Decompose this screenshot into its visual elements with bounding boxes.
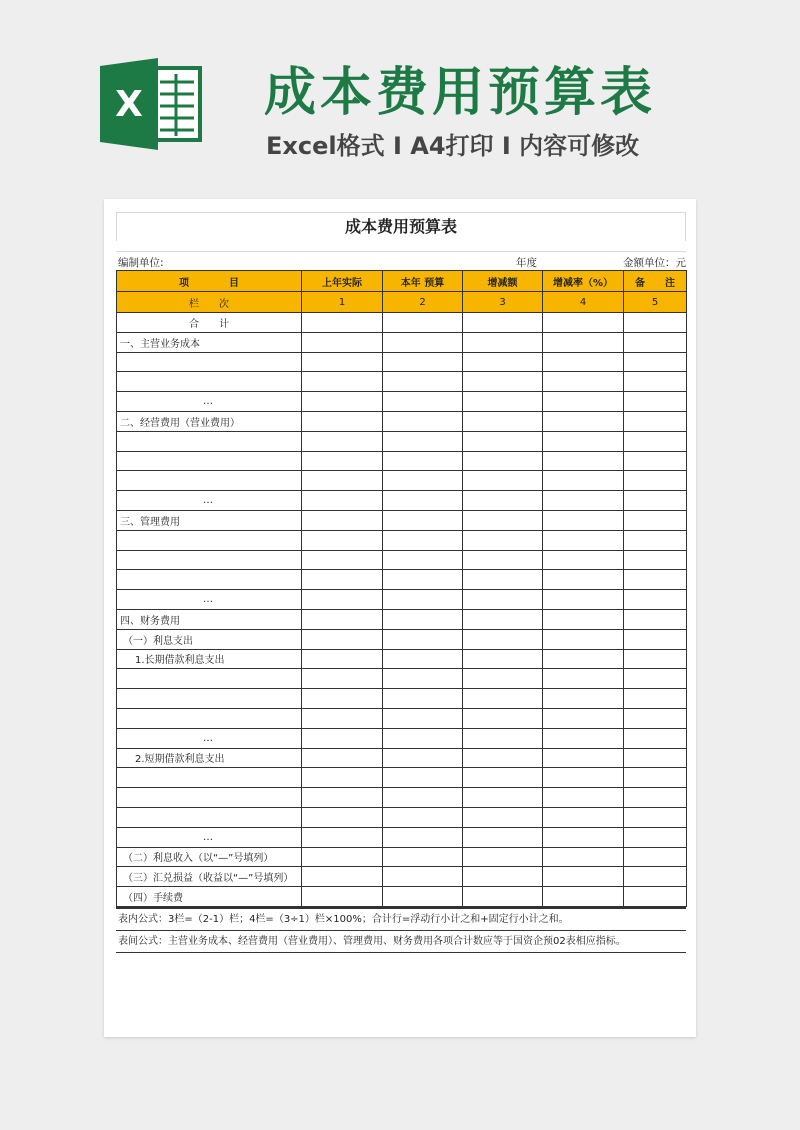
value-cell[interactable] [543, 708, 624, 728]
unit-label: 编制单位: [118, 257, 164, 269]
value-cell[interactable] [624, 411, 687, 431]
table-row [117, 491, 687, 511]
table-row [117, 827, 687, 847]
table-row [117, 788, 687, 808]
table-row [117, 313, 687, 333]
value-cell[interactable] [624, 669, 687, 689]
value-cell[interactable] [302, 689, 383, 709]
value-cell[interactable] [463, 807, 543, 827]
value-cell[interactable] [463, 372, 543, 392]
row-label-cell[interactable]: … [117, 392, 302, 412]
row-label-cell[interactable] [117, 689, 302, 709]
column-header: 备 注 [624, 271, 687, 292]
table-row [117, 689, 687, 709]
value-cell[interactable] [302, 669, 383, 689]
value-cell[interactable] [463, 728, 543, 748]
value-cell[interactable] [383, 728, 463, 748]
value-cell[interactable] [302, 411, 383, 431]
value-cell[interactable] [383, 807, 463, 827]
table-row [117, 708, 687, 728]
value-cell[interactable] [383, 352, 463, 372]
value-cell[interactable] [624, 788, 687, 808]
value-cell[interactable] [463, 689, 543, 709]
table-row [117, 768, 687, 788]
value-cell[interactable] [543, 768, 624, 788]
value-cell[interactable] [383, 768, 463, 788]
value-cell[interactable] [383, 530, 463, 550]
row-label-cell[interactable]: … [117, 590, 302, 610]
column-header: 增减率（%） [543, 271, 624, 292]
value-cell[interactable] [383, 471, 463, 491]
value-cell[interactable] [624, 352, 687, 372]
value-cell[interactable] [463, 847, 543, 867]
value-cell[interactable] [624, 649, 687, 669]
value-cell[interactable] [383, 788, 463, 808]
value-cell[interactable] [463, 332, 543, 352]
column-number-row [117, 292, 687, 313]
year-label: 年度 [516, 257, 537, 269]
value-cell[interactable] [543, 728, 624, 748]
value-cell[interactable] [463, 629, 543, 649]
value-cell[interactable] [463, 590, 543, 610]
value-cell[interactable] [302, 867, 383, 887]
value-cell[interactable] [463, 530, 543, 550]
table-row [117, 669, 687, 689]
table-row [117, 530, 687, 550]
value-cell[interactable] [463, 867, 543, 887]
table-row [117, 807, 687, 827]
value-cell[interactable] [543, 748, 624, 768]
value-cell[interactable] [624, 570, 687, 590]
table-row [117, 451, 687, 471]
row-label-cell[interactable]: … [117, 827, 302, 847]
value-cell[interactable] [543, 411, 624, 431]
value-cell[interactable] [383, 867, 463, 887]
value-cell[interactable] [302, 471, 383, 491]
value-cell[interactable] [463, 827, 543, 847]
row-label-cell[interactable]: … [117, 728, 302, 748]
value-cell[interactable] [543, 510, 624, 530]
row-label-cell[interactable]: （二）利息收入（以“—”号填列） [117, 847, 302, 867]
value-cell[interactable] [543, 788, 624, 808]
table-row [117, 372, 687, 392]
budget-table [116, 270, 687, 907]
value-cell[interactable] [383, 550, 463, 570]
value-cell[interactable] [383, 629, 463, 649]
value-cell[interactable] [302, 629, 383, 649]
value-cell[interactable] [302, 748, 383, 768]
row-label-cell[interactable]: （三）汇兑损益（收益以“—”号填列） [117, 867, 302, 887]
value-cell[interactable] [463, 510, 543, 530]
row-label-cell[interactable]: 合 计 [117, 313, 302, 333]
value-cell[interactable] [302, 887, 383, 907]
value-cell[interactable] [624, 451, 687, 471]
spreadsheet-grid [116, 212, 686, 953]
table-row [117, 649, 687, 669]
row-label-cell[interactable] [117, 550, 302, 570]
table-row [117, 352, 687, 372]
value-cell[interactable] [624, 491, 687, 511]
value-cell[interactable] [383, 649, 463, 669]
row-label-cell[interactable] [117, 768, 302, 788]
spreadsheet-page [104, 199, 696, 1037]
value-cell[interactable] [624, 530, 687, 550]
row-label-cell[interactable]: 一、主营业务成本 [117, 332, 302, 352]
value-cell[interactable] [463, 431, 543, 451]
value-cell[interactable] [543, 491, 624, 511]
value-cell[interactable] [543, 847, 624, 867]
value-cell[interactable] [302, 708, 383, 728]
row-label-cell[interactable] [117, 471, 302, 491]
value-cell[interactable] [383, 372, 463, 392]
value-cell[interactable] [543, 609, 624, 629]
column-number: 3 [463, 292, 543, 313]
row-label-cell[interactable]: 四、财务费用 [117, 609, 302, 629]
value-cell[interactable] [543, 570, 624, 590]
value-cell[interactable] [383, 689, 463, 709]
table-row [117, 728, 687, 748]
column-number: 5 [624, 292, 687, 313]
value-cell[interactable] [463, 411, 543, 431]
value-cell[interactable] [543, 451, 624, 471]
value-cell[interactable] [463, 471, 543, 491]
row-label-cell[interactable]: 二、经营费用（营业费用） [117, 411, 302, 431]
value-cell[interactable] [302, 807, 383, 827]
row-label-cell[interactable]: （一）利息支出 [117, 629, 302, 649]
table-row [117, 431, 687, 451]
value-cell[interactable] [543, 471, 624, 491]
value-cell[interactable] [383, 510, 463, 530]
notes [116, 907, 686, 953]
value-cell[interactable] [302, 728, 383, 748]
value-cell[interactable] [543, 332, 624, 352]
table-row [117, 392, 687, 412]
value-cell[interactable] [383, 491, 463, 511]
row-label-cell[interactable] [117, 807, 302, 827]
value-cell[interactable] [624, 867, 687, 887]
value-cell[interactable] [543, 530, 624, 550]
value-cell[interactable] [302, 609, 383, 629]
value-cell[interactable] [383, 313, 463, 333]
value-cell[interactable] [543, 827, 624, 847]
value-cell[interactable] [624, 332, 687, 352]
value-cell[interactable] [543, 392, 624, 412]
value-cell[interactable] [543, 649, 624, 669]
value-cell[interactable] [624, 590, 687, 610]
row-label-cell[interactable]: … [117, 491, 302, 511]
value-cell[interactable] [463, 708, 543, 728]
column-number: 2 [383, 292, 463, 313]
value-cell[interactable] [463, 748, 543, 768]
value-cell[interactable] [543, 689, 624, 709]
table-row [117, 590, 687, 610]
value-cell[interactable] [624, 768, 687, 788]
table-row [117, 609, 687, 629]
value-cell[interactable] [302, 332, 383, 352]
table-row [117, 332, 687, 352]
value-cell[interactable] [543, 807, 624, 827]
value-cell[interactable] [543, 669, 624, 689]
value-cell[interactable] [543, 629, 624, 649]
row-label-cell[interactable]: 1.长期借款利息支出 [117, 649, 302, 669]
value-cell[interactable] [624, 372, 687, 392]
value-cell[interactable] [302, 431, 383, 451]
value-cell[interactable] [624, 392, 687, 412]
info-row [116, 251, 686, 270]
value-cell[interactable] [624, 728, 687, 748]
value-cell[interactable] [624, 708, 687, 728]
table-row [117, 570, 687, 590]
table-row [117, 887, 687, 907]
value-cell[interactable] [543, 887, 624, 907]
table-row [117, 550, 687, 570]
logo-letter: X [115, 84, 143, 125]
value-cell[interactable] [624, 431, 687, 451]
page-title: 成本费用预算表 [264, 63, 657, 123]
value-cell[interactable] [383, 748, 463, 768]
value-cell[interactable] [463, 788, 543, 808]
row-label-cell[interactable] [117, 451, 302, 471]
value-cell[interactable] [302, 590, 383, 610]
table-body [117, 313, 687, 907]
value-cell[interactable] [543, 550, 624, 570]
value-cell[interactable] [302, 491, 383, 511]
value-cell[interactable] [383, 708, 463, 728]
table-row [117, 411, 687, 431]
note-formula-external: 表间公式：主营业务成本、经营费用（营业费用）、管理费用、财务费用各项合计数应等于国资企预02表相应指标。 [116, 931, 686, 953]
row-label-cell[interactable] [117, 372, 302, 392]
value-cell[interactable] [624, 471, 687, 491]
value-cell[interactable] [543, 313, 624, 333]
value-cell[interactable] [624, 807, 687, 827]
sheet-title: 成本费用预算表 [116, 212, 686, 241]
value-cell[interactable] [463, 570, 543, 590]
column-number: 1 [302, 292, 383, 313]
value-cell[interactable] [463, 491, 543, 511]
value-cell[interactable] [463, 352, 543, 372]
value-cell[interactable] [463, 392, 543, 412]
value-cell[interactable] [463, 649, 543, 669]
value-cell[interactable] [463, 669, 543, 689]
value-cell[interactable] [624, 847, 687, 867]
value-cell[interactable] [302, 827, 383, 847]
value-cell[interactable] [624, 609, 687, 629]
value-cell[interactable] [302, 649, 383, 669]
value-cell[interactable] [543, 352, 624, 372]
value-cell[interactable] [463, 768, 543, 788]
value-cell[interactable] [624, 510, 687, 530]
row-label-cell[interactable] [117, 431, 302, 451]
row-label-cell[interactable] [117, 788, 302, 808]
value-cell[interactable] [383, 332, 463, 352]
table-row [117, 867, 687, 887]
row-label-cell[interactable] [117, 669, 302, 689]
value-cell[interactable] [463, 550, 543, 570]
value-cell[interactable] [383, 887, 463, 907]
amount-unit-label: 金额单位：元 [623, 257, 686, 269]
column-header: 本年 预算 [383, 271, 463, 292]
value-cell[interactable] [463, 313, 543, 333]
value-cell[interactable] [383, 411, 463, 431]
value-cell[interactable] [463, 609, 543, 629]
column-header: 项 目 [117, 271, 302, 292]
value-cell[interactable] [383, 570, 463, 590]
value-cell[interactable] [543, 372, 624, 392]
value-cell[interactable] [302, 392, 383, 412]
column-number: 栏 次 [117, 292, 302, 313]
value-cell[interactable] [383, 451, 463, 471]
value-cell[interactable] [543, 867, 624, 887]
value-cell[interactable] [543, 590, 624, 610]
value-cell[interactable] [302, 510, 383, 530]
value-cell[interactable] [624, 827, 687, 847]
value-cell[interactable] [302, 570, 383, 590]
row-label-cell[interactable] [117, 708, 302, 728]
value-cell[interactable] [302, 847, 383, 867]
row-label-cell[interactable]: （四）手续费 [117, 887, 302, 907]
value-cell[interactable] [302, 313, 383, 333]
value-cell[interactable] [624, 629, 687, 649]
table-row [117, 847, 687, 867]
column-header-row [117, 271, 687, 292]
value-cell[interactable] [302, 372, 383, 392]
row-label-cell[interactable]: 三、管理费用 [117, 510, 302, 530]
value-cell[interactable] [383, 827, 463, 847]
value-cell[interactable] [302, 352, 383, 372]
column-number: 4 [543, 292, 624, 313]
value-cell[interactable] [383, 609, 463, 629]
row-label-cell[interactable] [117, 530, 302, 550]
value-cell[interactable] [624, 887, 687, 907]
note-formula-internal: 表内公式：3栏=（2-1）栏；4栏=（3÷1）栏×100%；合计行=浮动行小计之和+固定行小计之和。 [116, 907, 686, 931]
table-row [117, 629, 687, 649]
value-cell[interactable] [383, 431, 463, 451]
value-cell[interactable] [463, 887, 543, 907]
value-cell[interactable] [543, 431, 624, 451]
table-row [117, 471, 687, 491]
row-label-cell[interactable]: 2.短期借款利息支出 [117, 748, 302, 768]
value-cell[interactable] [624, 550, 687, 570]
row-label-cell[interactable] [117, 570, 302, 590]
column-header: 上年实际 [302, 271, 383, 292]
column-header: 增减额 [463, 271, 543, 292]
row-label-cell[interactable] [117, 352, 302, 372]
excel-logo-icon [100, 58, 204, 150]
value-cell[interactable] [302, 768, 383, 788]
value-cell[interactable] [463, 451, 543, 471]
value-cell[interactable] [624, 689, 687, 709]
value-cell[interactable] [383, 669, 463, 689]
value-cell[interactable] [624, 748, 687, 768]
value-cell[interactable] [302, 788, 383, 808]
value-cell[interactable] [383, 847, 463, 867]
table-row [117, 748, 687, 768]
value-cell[interactable] [624, 313, 687, 333]
value-cell[interactable] [302, 550, 383, 570]
page-subtitle: Excel格式 I A4打印 I 内容可修改 [266, 132, 640, 160]
value-cell[interactable] [302, 530, 383, 550]
value-cell[interactable] [383, 590, 463, 610]
value-cell[interactable] [302, 451, 383, 471]
table-row [117, 510, 687, 530]
value-cell[interactable] [383, 392, 463, 412]
